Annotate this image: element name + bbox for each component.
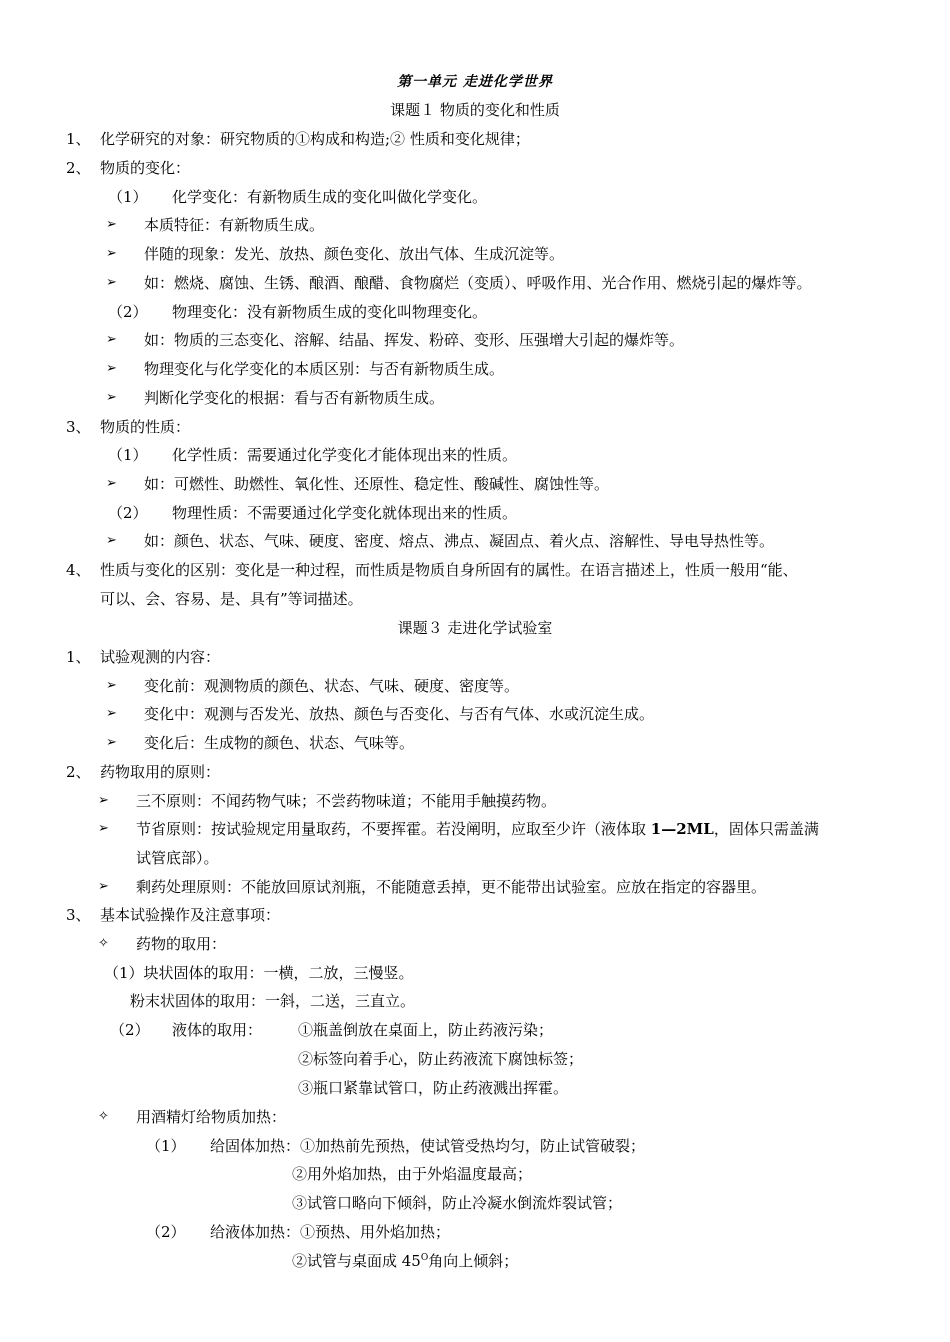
arrow-bullet-icon: ➢	[98, 879, 109, 894]
arrow-bullet-icon: ➢	[106, 476, 117, 491]
arrow-bullet-icon: ➢	[106, 361, 117, 376]
arrow-bullet-icon: ➢	[106, 217, 117, 232]
arrow-bullet-icon: ➢	[106, 735, 117, 750]
arrow-bullet-icon: ➢	[106, 706, 117, 721]
arrow-bullet-icon: ➢	[106, 390, 117, 405]
arrow-bullet-icon: ➢	[106, 678, 117, 693]
arrow-bullet-icon: ➢	[106, 533, 117, 548]
lesson1-heading: 课题１ 物质的变化和性质	[390, 101, 560, 119]
arrow-bullet-icon: ➢	[98, 821, 109, 836]
arrow-bullet-icon: ➢	[106, 246, 117, 261]
lesson3-heading: 课题３ 走进化学试验室	[397, 619, 553, 637]
diamond-bullet-icon: ✧	[98, 1109, 109, 1124]
page-title: 第一单元 走进化学世界	[397, 74, 553, 90]
arrow-bullet-icon: ➢	[106, 275, 117, 290]
arrow-bullet-icon: ➢	[98, 793, 109, 808]
arrow-bullet-icon: ➢	[106, 332, 117, 347]
diamond-bullet-icon: ✧	[98, 936, 109, 951]
